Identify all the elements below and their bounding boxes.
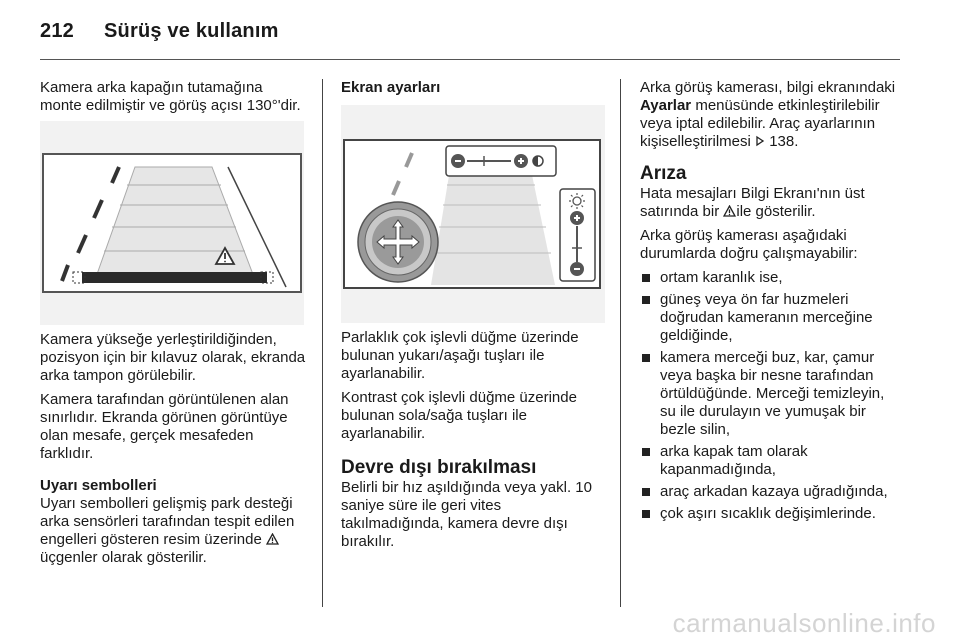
list-item: arka kapak tam olarak kapanmadığında, [640, 443, 902, 479]
list-item: güneş veya ön far huzmeleri doğrudan kameranın merceğine geldiğinde, [640, 291, 902, 345]
warning-symbols-heading: Uyarı sembolleri [40, 477, 157, 494]
column-divider-2 [620, 79, 621, 607]
header-divider [40, 59, 900, 60]
warning-triangle-icon [723, 203, 736, 220]
watermark: carmanualsonline.info [672, 608, 936, 638]
deactivation-text: Belirli bir hız aşıldığında veya yakl. 10 saniye süre ile geri vites takılmadığında, kamera devre dışı bırakılır. [341, 479, 592, 550]
screen-settings-illustration [341, 105, 605, 323]
conditions-list [640, 269, 902, 523]
fault-heading: Arıza [640, 163, 687, 184]
settings-text: Arka görüş kamerası, bilgi ekranındaki Ayarlar menüsünde etkinleştirilebilir veya iptal edilebilir. Araç ayarlarının kişiselleştirilmesi 138. [640, 79, 896, 150]
list-item: araç arkadan kazaya uğradığında, [640, 483, 902, 501]
screen-settings-heading: Ekran ayarları [341, 79, 441, 96]
bumper-text: Kamera yükseğe yerleştirildiğinden, pozisyon için bir kılavuz olarak, ekranda arka tampon görülebilir. [40, 331, 306, 384]
page-number: 212 [40, 20, 74, 42]
rear-camera-illustration [40, 121, 304, 325]
camera-view-figure [40, 121, 304, 325]
warning-triangle-icon [266, 531, 279, 548]
deactivation-heading: Devre dışı bırakılması [341, 457, 537, 478]
brightness-text: Parlaklık çok işlevli düğme üzerinde bulunan yukarı/aşağı tuşları ile ayarlanabilir. [341, 329, 579, 382]
settings-menu-label: Ayarlar [640, 97, 692, 114]
column-2 [341, 79, 605, 557]
camera-mount-text: Kamera arka kapağın tutamağına monte edilmiştir ve görüş açısı 130°'dir. [40, 79, 301, 114]
list-item: kamera merceği buz, kar, çamur veya başka bir nesne tarafından örtüldüğünde. Merceği temizleyin, su ile durulayın ve yumuşak bir bezle silin, [640, 349, 902, 439]
page-header [40, 20, 279, 43]
page-reference-icon [755, 133, 765, 150]
column-divider-1 [322, 79, 323, 607]
column-3 [640, 79, 902, 527]
column-1 [40, 79, 306, 573]
screen-settings-figure [341, 105, 605, 323]
warning-symbols-text: Uyarı sembolleri gelişmiş park desteği arka sensörleri tarafından tespit edilen engelleri gösteren resim üzerinde üçgenler olarak gösterilir. [40, 495, 295, 566]
limited-area-text: Kamera tarafından görüntülenen alan sınırlıdır. Ekranda görünen görüntüye olan mesafe, gerçek mesafeden farklıdır. [40, 391, 289, 462]
section-title: Sürüş ve kullanım [104, 20, 279, 42]
list-item: çok aşırı sıcaklık değişimlerinde. [640, 505, 902, 523]
contrast-text: Kontrast çok işlevli düğme üzerinde bulunan sola/sağa tuşları ile ayarlanabilir. [341, 389, 577, 442]
list-item: ortam karanlık ise, [640, 269, 902, 287]
fault-message-text: Hata mesajları Bilgi Ekranı'nın üst satırında bir ile gösterilir. [640, 185, 865, 220]
conditions-intro-text: Arka görüş kamerası aşağıdaki durumlarda doğru çalışmayabilir: [640, 227, 858, 262]
